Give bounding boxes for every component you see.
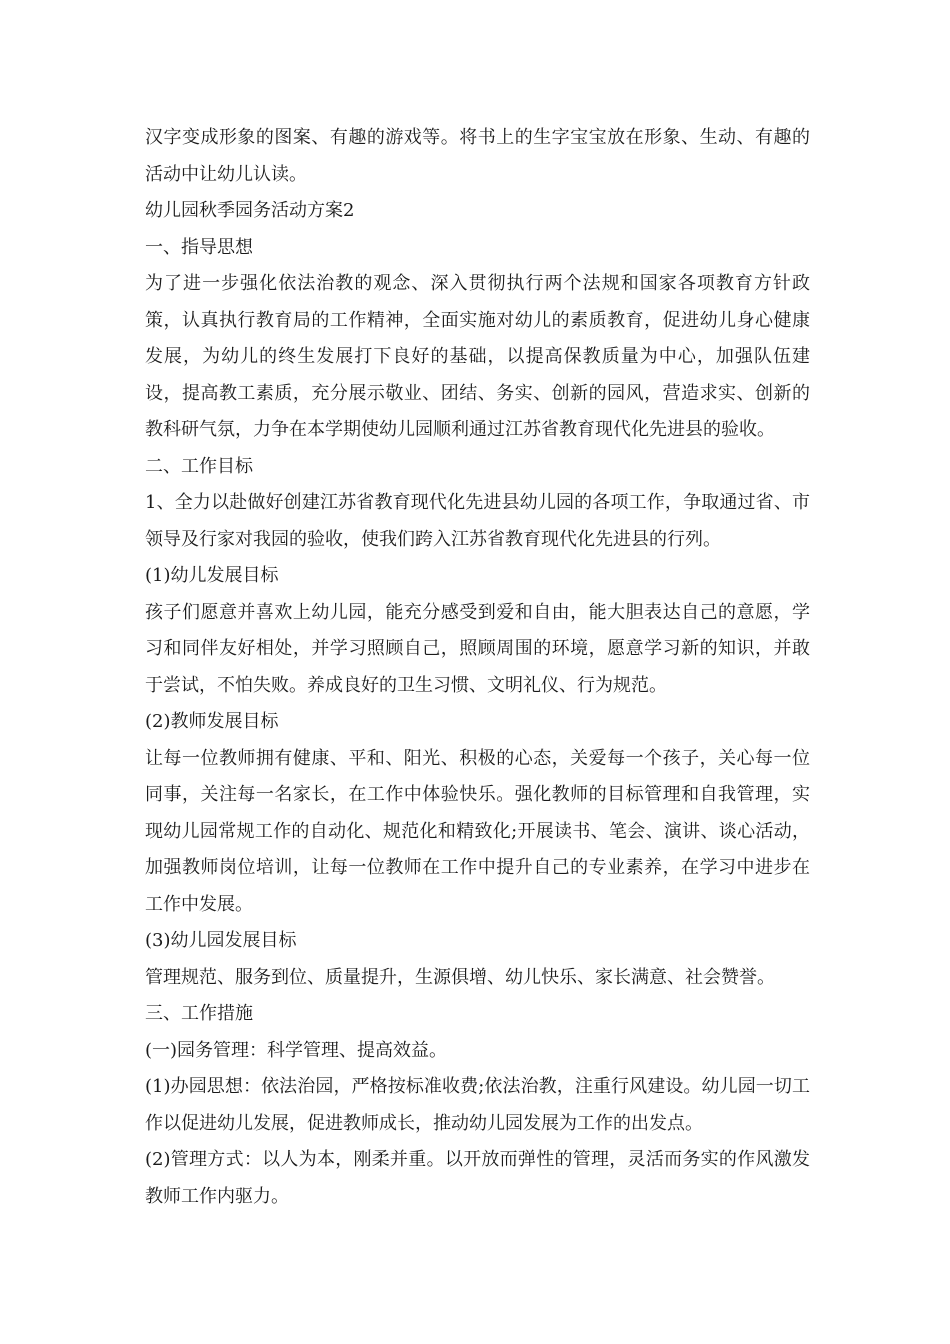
paragraph: (1)办园思想：依法治园，严格按标准收费;依法治教，注重行风建设。幼儿园一切工作以促进幼儿发展，促进教师成长，推动幼儿园发展为工作的出发点。 <box>145 1076 810 1134</box>
paragraph: (2)管理方式：以人为本，刚柔并重。以开放而弹性的管理，灵活而务实的作风激发教师工作内驱力。 <box>145 1149 810 1207</box>
paragraph: 管理规范、服务到位、质量提升，生源俱增、幼儿快乐、家长满意、社会赞誉。 <box>145 966 775 988</box>
section-heading: 三、工作措施 <box>145 1003 253 1024</box>
paragraph: 孩子们愿意并喜欢上幼儿园，能充分感受到爱和自由，能大胆表达自己的意愿，学习和同伴友好相处，并学习照顾自己，照顾周围的环境，愿意学习新的知识，并敢于尝试，不怕失败。养成良好的卫生习惯、文明礼仪、行为规范。 <box>145 601 810 696</box>
paragraph: 1、全力以赴做好创建江苏省教育现代化先进县幼儿园的各项工作，争取通过省、市领导及行家对我园的验收，使我们跨入江苏省教育现代化先进县的行列。 <box>145 492 810 550</box>
paragraph: 让每一位教师拥有健康、平和、阳光、积极的心态，关爱每一个孩子，关心每一位同事，关注每一名家长，在工作中体验快乐。强化教师的目标管理和自我管理，实现幼儿园常规工作的自动化、规范化和精致化;开展读书、笔会、演讲、谈心活动，加强教师岗位培训，让每一位教师在工作中提升自己的专业素养，在学习中进步在工作中发展。 <box>145 747 810 915</box>
section-title: 幼儿园秋季园务活动方案2 <box>145 200 355 221</box>
subsection-heading: (2)教师发展目标 <box>145 711 279 732</box>
document-body <box>145 120 810 1215</box>
paragraph: 汉字变成形象的图案、有趣的游戏等。将书上的生字宝宝放在形象、生动、有趣的活动中让幼儿认读。 <box>145 127 810 185</box>
subsection-heading: (3)幼儿园发展目标 <box>145 930 297 951</box>
subsection-heading: (1)幼儿发展目标 <box>145 565 279 586</box>
section-heading: 一、指导思想 <box>145 236 253 258</box>
section-heading: 二、工作目标 <box>145 455 253 477</box>
paragraph: 为了进一步强化依法治教的观念、深入贯彻执行两个法规和国家各项教育方针政策，认真执行教育局的工作精神，全面实施对幼儿的素质教育，促进幼儿身心健康发展，为幼儿的终生发展打下良好的基础，以提高保教质量为中心，加强队伍建设，提高教工素质，充分展示敬业、团结、务实、创新的园风，营造求实、创新的教科研气氛，力争在本学期使幼儿园顺利通过江苏省教育现代化先进县的验收。 <box>145 273 810 440</box>
subsection-heading: (一)园务管理：科学管理、提高效益。 <box>145 1039 448 1061</box>
